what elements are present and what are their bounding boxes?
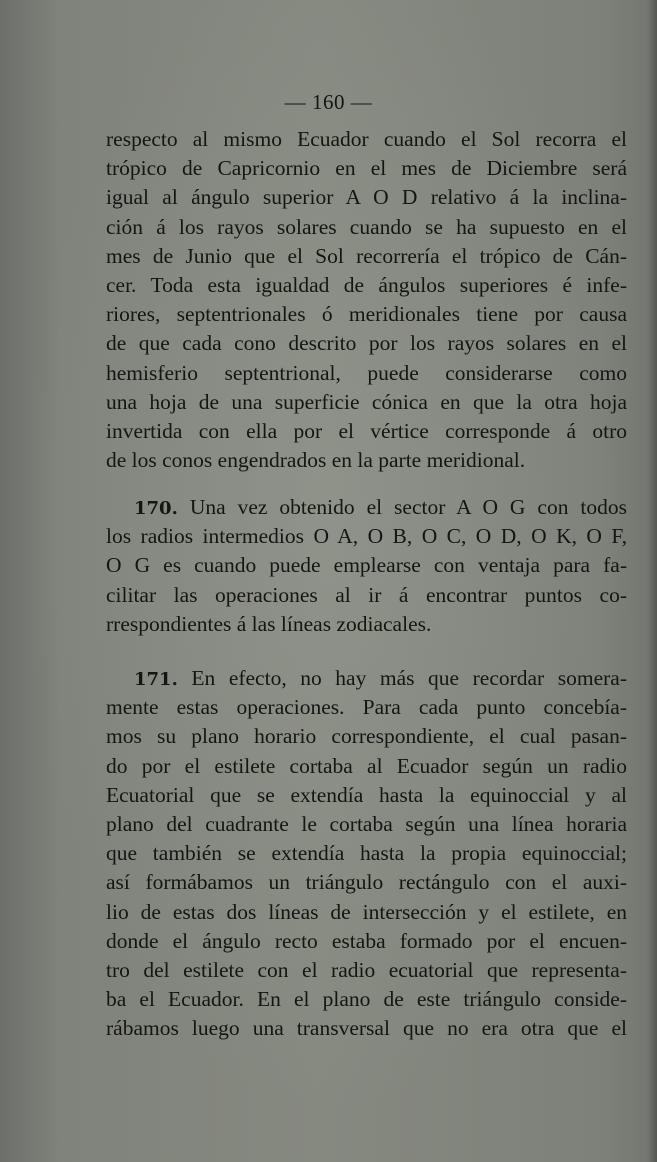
text-line: invertida con ella por el vértice corresponde á otro <box>106 418 627 443</box>
text-line: plano del cuadrante le cortaba según una línea horaria <box>106 811 627 836</box>
text-line: así formábamos un triángulo rectángulo con el auxi- <box>106 870 627 895</box>
text-line: hemisferio septentrional, puede considerarse como <box>106 360 627 385</box>
text-line: de que cada cono descrito por los rayos solares en el <box>106 331 627 356</box>
text-line: ción á los rayos solares cuando se ha supuesto en el <box>106 214 627 239</box>
text-line: rrespondientes á las líneas zodiacales. <box>106 611 432 636</box>
text-line: tro del estilete con el radio ecuatorial que representa- <box>106 957 627 982</box>
text-line: do por el estilete cortaba al Ecuador según un radio <box>106 753 627 778</box>
text-line: mente estas operaciones. Para cada punto concebía- <box>106 695 627 720</box>
text-line: mos su plano horario correspondiente, el cual pasan- <box>106 724 627 749</box>
text-line: lio de estas dos líneas de intersección y el estilete, en <box>106 899 627 924</box>
text-line: cilitar las operaciones al ir á encontrar puntos co- <box>106 582 627 607</box>
text-line: los radios intermedios O A, O B, O C, O D, O K, O F, <box>106 524 627 549</box>
text-line: O G es cuando puede emplearse con ventaja para fa- <box>106 553 627 578</box>
paragraph-first-line <box>106 493 627 522</box>
page-edge-shadow <box>647 0 657 1162</box>
paragraph-continuation <box>106 125 627 475</box>
text-line: rábamos luego una transversal que no era otra que el <box>106 1016 627 1041</box>
text-line: En efecto, no hay más que recordar somera- <box>191 666 628 690</box>
text-line: donde el ángulo recto estaba formado por el encuen- <box>106 928 627 953</box>
paragraph-170 <box>106 493 627 639</box>
text-line: ba el Ecuador. En el plano de este triángulo conside- <box>106 987 627 1012</box>
text-line: de los conos engendrados en la parte meridional. <box>106 448 526 473</box>
paragraph-number: 171. <box>134 669 178 690</box>
text-line: igual al ángulo superior A O D relativo á la inclina- <box>106 185 627 210</box>
text-line: Una vez obtenido el sector A O G con todos <box>189 495 628 519</box>
text-line: cer. Toda esta igualdad de ángulos superiores é infe- <box>106 272 627 297</box>
paragraph-number: 170. <box>134 498 178 519</box>
text-line: trópico de Capricornio en el mes de Diciembre será <box>106 156 627 181</box>
text-line: respecto al mismo Ecuador cuando el Sol recorra el <box>106 127 627 151</box>
text-line: una hoja de una superficie cónica en que la otra hoja <box>106 389 627 414</box>
paragraph-171 <box>106 664 627 1043</box>
text-line: Ecuatorial que se extendía hasta la equinoccial y al <box>106 782 627 807</box>
page-number: — 160 — <box>284 90 373 114</box>
text-line: que también se extendía hasta la propia equinoccial; <box>106 841 627 866</box>
text-line: mes de Junio que el Sol recorrería el trópico de Cán- <box>106 243 627 268</box>
paragraph-first-line <box>106 664 627 693</box>
text-line: riores, septentrionales ó meridionales tiene por causa <box>106 302 627 327</box>
